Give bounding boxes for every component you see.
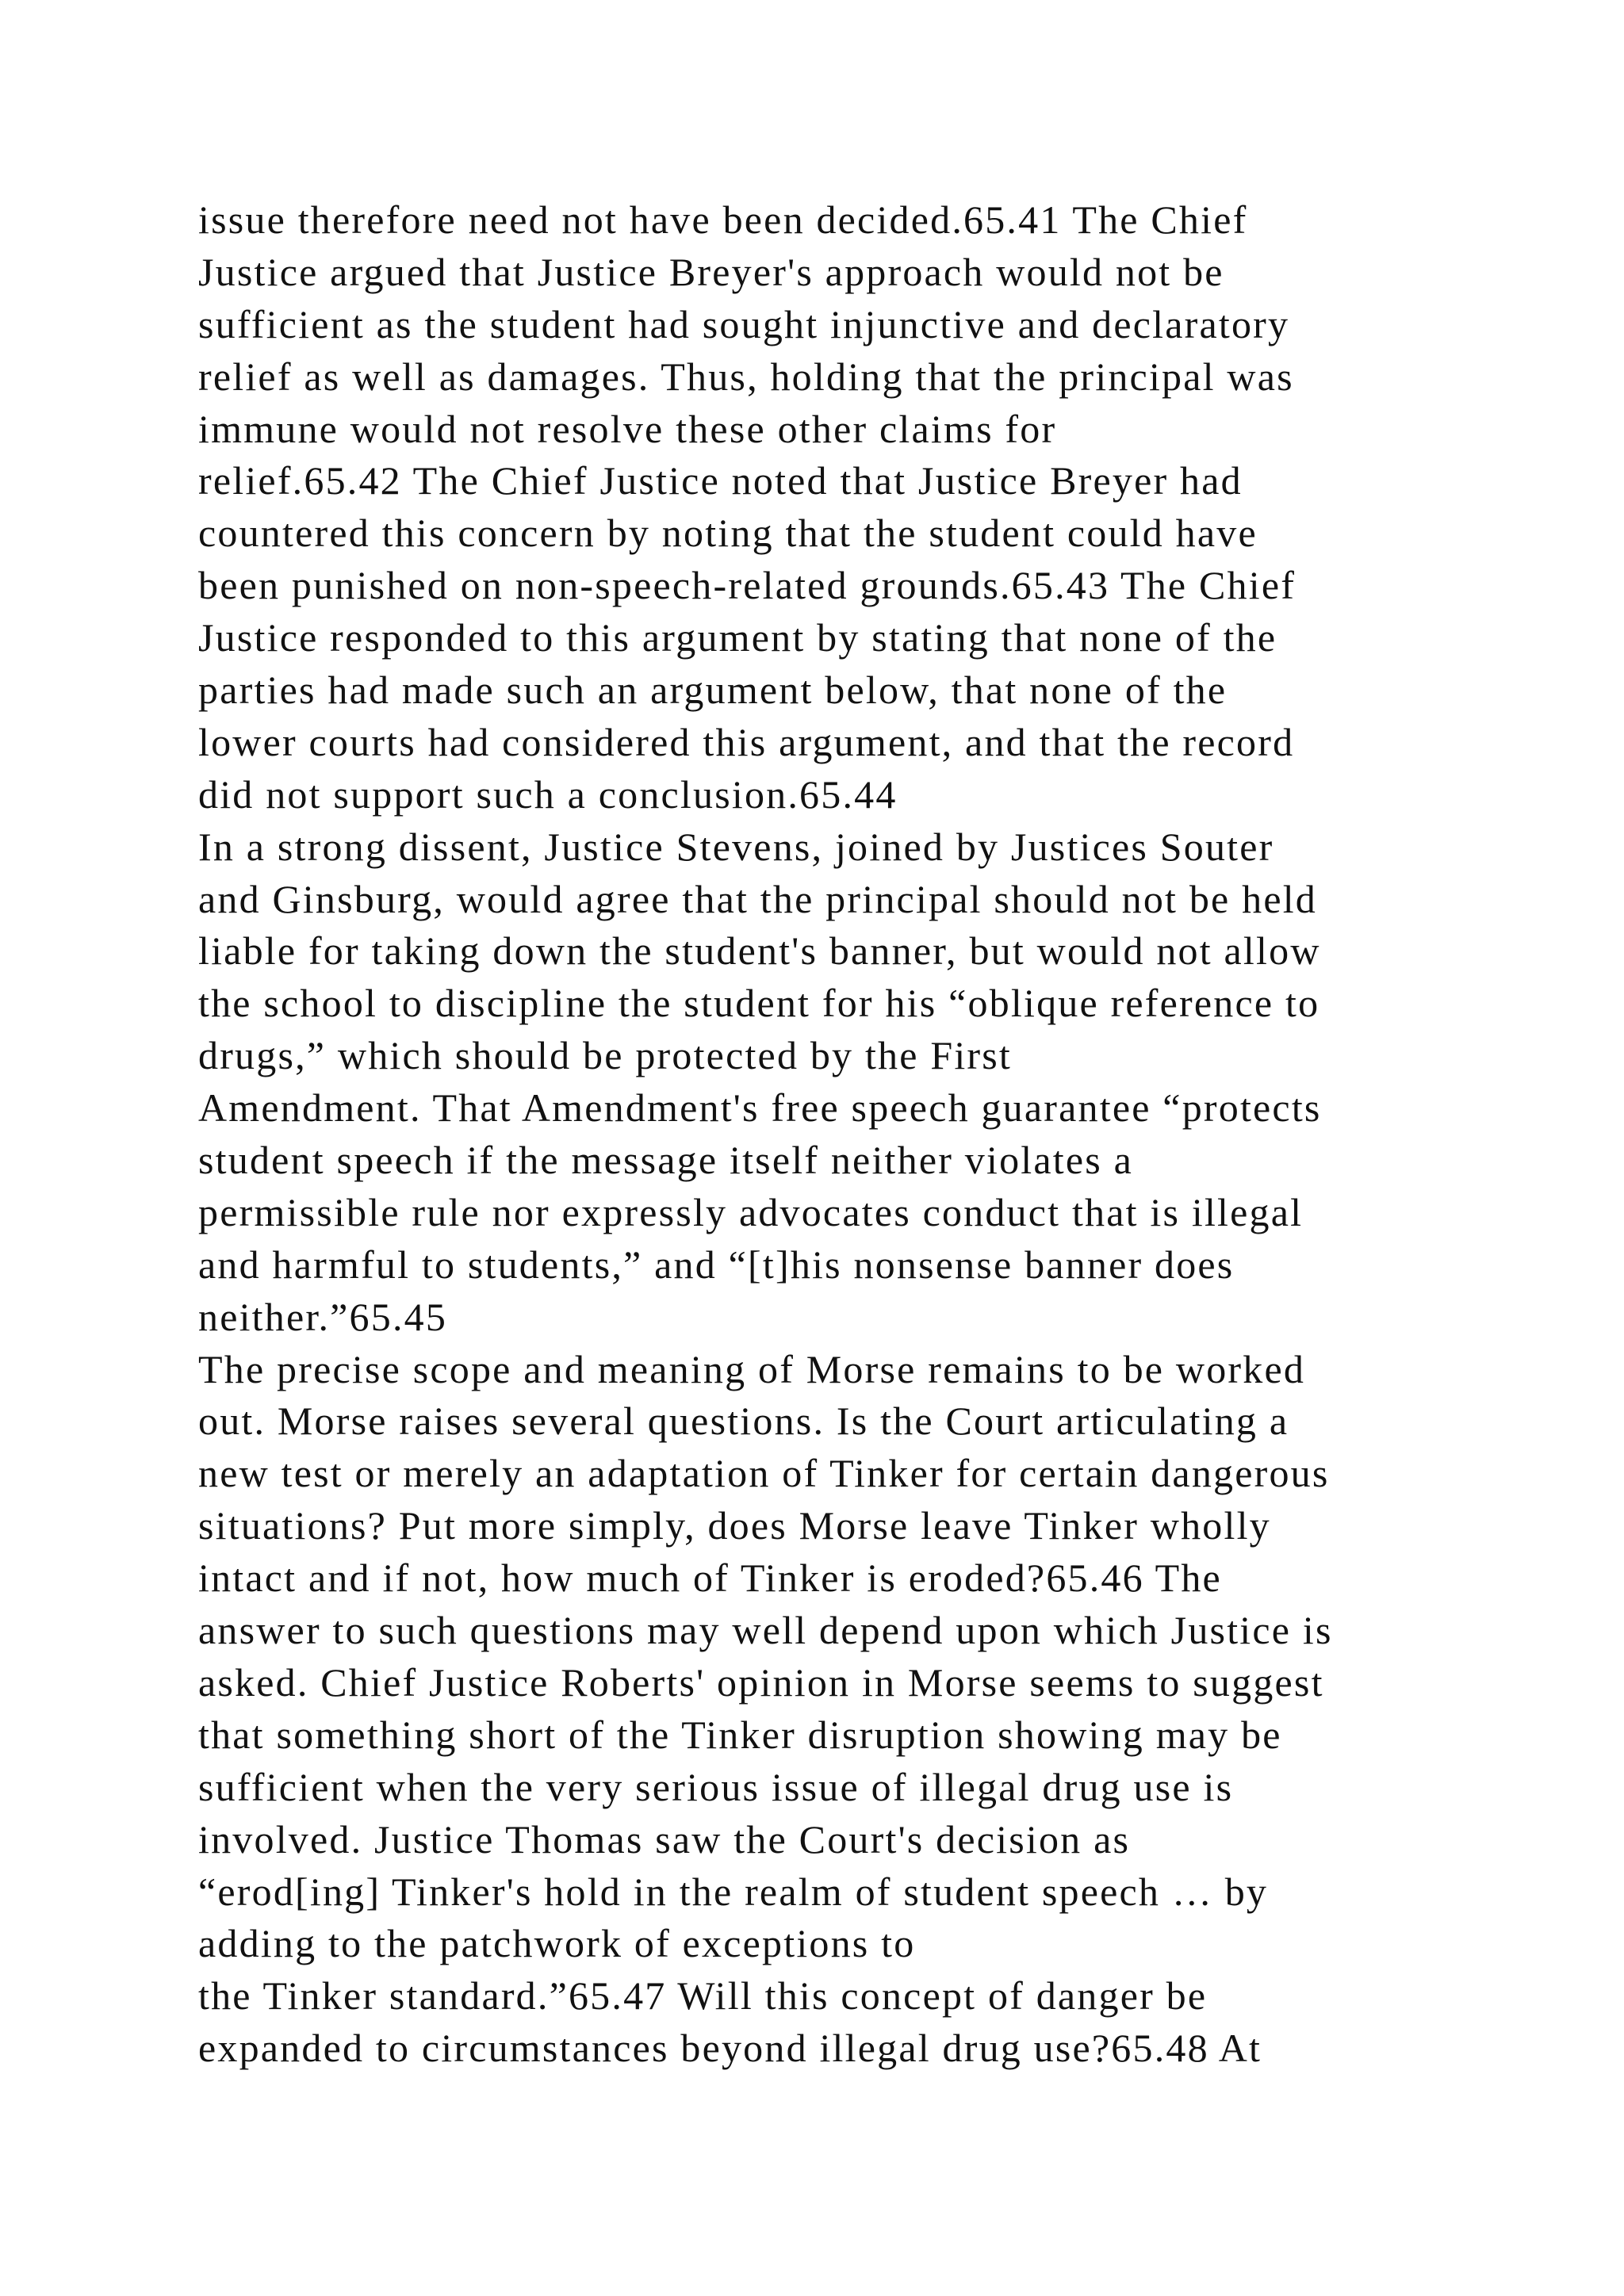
text-line: Amendment. That Amendment's free speech guarantee “protects [198, 1085, 1322, 1131]
text-line: The precise scope and meaning of Morse remains to be worked [198, 1346, 1306, 1391]
text-line: and Ginsburg, would agree that the principal should not be held [198, 876, 1318, 921]
text-line: countered this concern by noting that the student could have [198, 511, 1258, 556]
text-line: permissible rule nor expressly advocates conduct that is illegal [198, 1189, 1304, 1234]
text-line: “erod[ing] Tinker's hold in the realm of student speech … by [198, 1869, 1269, 1914]
text-line: Justice responded to this argument by stating that none of the [198, 615, 1277, 660]
text-line: relief.65.42 The Chief Justice noted that Justice Breyer had [198, 458, 1243, 503]
text-line: neither.”65.45 [198, 1294, 448, 1339]
text-line: expanded to circumstances beyond illegal drug use?65.48 At [198, 2026, 1262, 2071]
text-line: and harmful to students,” and “[t]his nonsense banner does [198, 1242, 1235, 1287]
text-line: situations? Put more simply, does Morse leave Tinker wholly [198, 1503, 1271, 1548]
text-line: In a strong dissent, Justice Stevens, joined by Justices Souter [198, 824, 1274, 869]
text-line: liable for taking down the student's banner, but would not allow [198, 928, 1321, 974]
text-line: new test or merely an adaptation of Tinker for certain dangerous [198, 1451, 1330, 1496]
text-line: parties had made such an argument below, that none of the [198, 668, 1228, 713]
body-text [198, 194, 1435, 2075]
text-line: issue therefore need not have been decided.65.41 The Chief [198, 197, 1248, 242]
text-line: sufficient when the very serious issue of illegal drug use is [198, 1764, 1234, 1809]
text-line: the Tinker standard.”65.47 Will this concept of danger be [198, 1973, 1208, 2019]
text-line: the school to discipline the student for his “oblique reference to [198, 981, 1320, 1026]
text-line: that something short of the Tinker disruption showing may be [198, 1712, 1282, 1757]
text-line: drugs,” which should be protected by the First [198, 1033, 1013, 1078]
text-line: out. Morse raises several questions. Is the Court articulating a [198, 1399, 1289, 1444]
text-line: Justice argued that Justice Breyer's approach would not be [198, 249, 1224, 294]
text-line: lower courts had considered this argument, and that the record [198, 719, 1295, 764]
text-line: been punished on non-speech-related grounds.65.43 The Chief [198, 563, 1297, 608]
text-line: sufficient as the student had sought injunctive and declaratory [198, 301, 1290, 346]
text-line: answer to such questions may well depend upon which Justice is [198, 1608, 1333, 1653]
text-line: did not support such a conclusion.65.44 [198, 771, 898, 817]
text-line: student speech if the message itself neither violates a [198, 1138, 1133, 1183]
text-line: asked. Chief Justice Roberts' opinion in Morse seems to suggest [198, 1659, 1324, 1705]
text-line: relief as well as damages. Thus, holding that the principal was [198, 354, 1294, 399]
text-line: involved. Justice Thomas saw the Court's decision as [198, 1816, 1131, 1862]
text-line: adding to the patchwork of exceptions to [198, 1921, 916, 1966]
text-line: immune would not resolve these other claims for [198, 406, 1057, 451]
text-line: intact and if not, how much of Tinker is eroded?65.46 The [198, 1556, 1222, 1601]
